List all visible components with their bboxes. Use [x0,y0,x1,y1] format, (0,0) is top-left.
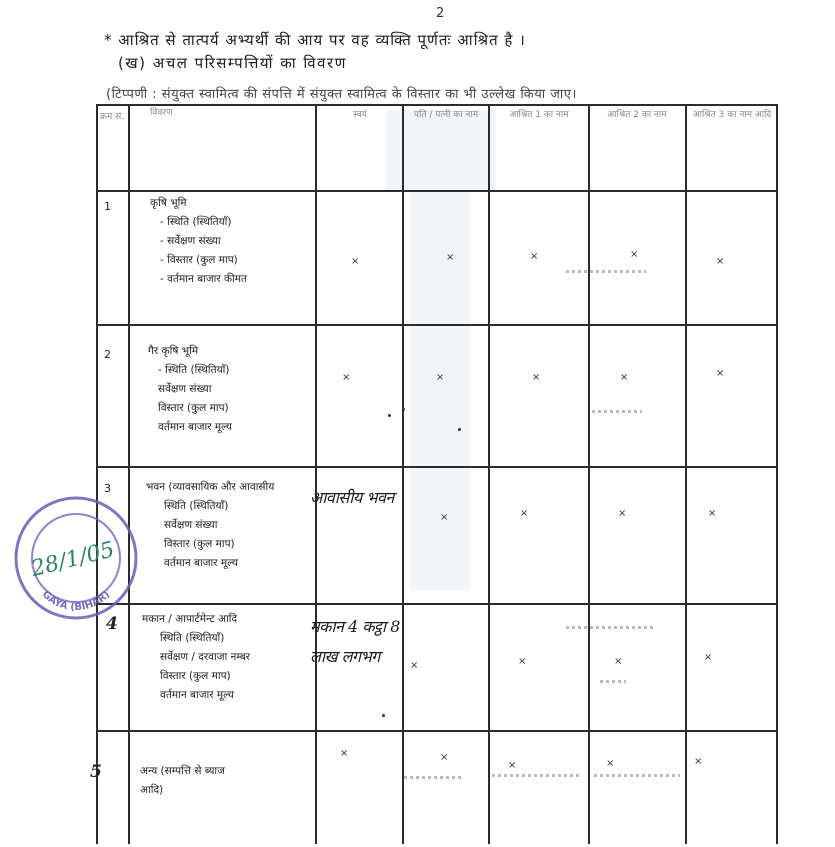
row-5-particulars [140,762,312,800]
header-dependent-2: आश्रित 2 का नाम [607,110,667,120]
row-item: विस्तार (कुल माप) [164,538,235,550]
row-divider [96,324,778,326]
row-item: वर्तमान बाजार मूल्य [164,557,239,569]
row-2-sr: 2 [104,348,111,361]
nil-mark: × [440,512,449,523]
photocopy-shadow [410,190,470,590]
section-title: (ख) अचल परिसम्पत्तियों का विवरण [118,54,347,72]
nil-mark: × [351,256,360,267]
row-4-particulars [142,610,314,705]
header-particulars: विवरण [150,108,173,118]
row-title: मकान / आपार्टमेन्ट आदि [142,613,238,625]
row-divider [96,190,778,192]
row-1-sr: 1 [104,200,111,213]
ink-dot [388,414,391,417]
header-dependent-3: आश्रित 3 का नाम आदि [692,110,772,120]
row-4-sr: 4 [106,614,118,634]
nil-mark: × [530,251,539,262]
nil-mark: × [410,660,419,671]
header-dependent-1: आश्रित 1 का नाम [509,110,569,120]
row-item: स्थिति (स्थितियाँ) [164,500,229,512]
faint-scan-line [404,776,464,779]
ink-dot [458,428,461,431]
row-item: आदि) [140,784,164,796]
nil-mark: × [532,372,541,383]
ink-dot [382,714,385,717]
faint-scan-line [600,680,626,683]
nil-mark: × [708,508,717,519]
nil-mark: × [518,656,527,667]
row-2-particulars [148,342,314,437]
seal-text: GAYA (BIHAR) [39,589,113,614]
header-self: स्वयं [353,110,367,120]
faint-scan-line [594,774,680,777]
row-item: - विस्तार (कुल माप) [160,254,238,266]
row-item: - सर्वेक्षण संख्या [160,235,221,247]
row-1-particulars [150,194,315,289]
header-spouse: पति / पत्नी का नाम [413,110,479,120]
nil-mark: × [340,748,349,759]
column-divider [402,104,404,844]
table-border-right [776,104,778,844]
page-number: 2 [436,6,445,21]
table-border-left [96,104,98,844]
nil-mark: × [618,508,627,519]
column-divider [685,104,687,844]
row-3-particulars [146,478,314,573]
row-item: - वर्तमान बाजार कीमत [160,273,248,285]
nil-mark: × [620,372,629,383]
nil-mark: × [694,756,703,767]
self-entry-row-3: आवासीय भवन [310,488,394,507]
column-divider [315,104,317,844]
nil-mark: × [440,752,449,763]
row-item: सर्वेक्षण / दरवाजा नम्बर [160,651,251,663]
row-item: सर्वेक्षण संख्या [158,383,212,395]
nil-mark: × [614,656,623,667]
row-item: विस्तार (कुल माप) [158,402,229,414]
row-5-sr: 5 [90,762,102,782]
faint-scan-line [566,626,656,629]
row-3-sr: 3 [104,482,111,495]
nil-mark: × [606,758,615,769]
row-item: सर्वेक्षण संख्या [164,519,218,531]
dependent-footnote: * आश्रित से तात्पर्य अभ्यर्थी की आय पर वह व्यक्ति पूर्णतः आश्रित है । [104,31,526,49]
seal-signature: 28/1/05 [28,537,118,583]
official-seal-stamp [12,494,140,622]
row-item: स्थिति (स्थितियाँ) [160,632,225,644]
row-title: अन्य (सम्पत्ति से ब्याज [140,765,225,777]
row-divider [96,466,778,468]
faint-scan-line [492,774,582,777]
nil-mark: × [520,508,529,519]
row-item: - स्थिति (स्थितियाँ) [158,364,230,376]
nil-mark: × [630,249,639,260]
nil-mark: × [508,760,517,771]
column-divider [588,104,590,844]
column-divider [128,104,130,844]
row-item: वर्तमान बाजार मूल्य [158,421,233,433]
nil-mark: × [716,368,725,379]
column-divider [488,104,490,844]
row-item: वर्तमान बाजार मूल्य [160,689,235,701]
nil-mark: × [716,256,725,267]
nil-mark: × [446,252,455,263]
self-entry-row-4: मकान 4 कट्ठा 8 लाख लगभग [310,617,400,666]
row-title: भवन (व्यावसायिक और आवासीय [146,481,275,493]
joint-ownership-note: (टिप्पणी : संयुक्त स्वामित्व की संपत्ति में संयुक्त स्वामित्व के विस्तार का भी उल्लेख किया जाए। [106,87,577,102]
row-title: कृषि भूमि [150,197,187,209]
row-item: - स्थिति (स्थितियाँ) [160,216,232,228]
nil-mark: × [436,372,445,383]
row-divider [96,730,778,732]
nil-mark: × [704,652,713,663]
row-title: गैर कृषि भूमि [148,345,199,357]
row-item: विस्तार (कुल माप) [160,670,231,682]
ink-dot [402,408,405,411]
faint-scan-line [566,270,646,273]
header-sr: क्रम सं. [99,112,125,122]
row-divider [96,603,778,605]
nil-mark: × [342,372,351,383]
faint-scan-line [592,410,642,413]
